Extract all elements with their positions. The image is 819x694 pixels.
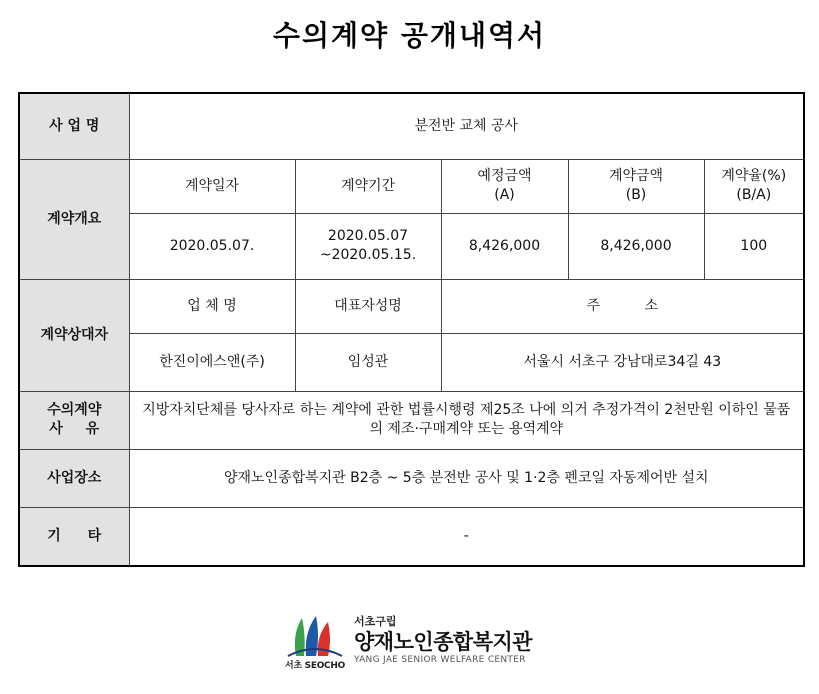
reason-row — [19, 391, 804, 449]
ceo-name-value: 임성관 — [295, 333, 441, 391]
etc-label: 기 타 — [19, 507, 129, 566]
contract-disclosure-table — [18, 92, 805, 567]
overview-label: 계약개요 — [19, 159, 129, 279]
reason-label-line1: 수의계약 — [47, 402, 102, 419]
contract-amount-header-line2: (B) — [625, 187, 647, 203]
overview-value-row — [19, 213, 804, 279]
contract-rate-header-line2: (B/A) — [736, 187, 772, 203]
project-label: 사 업 명 — [19, 93, 129, 159]
contract-rate-value: 100 — [704, 213, 804, 279]
logo-subtitle: 서초구립 — [354, 615, 397, 628]
reason-label — [19, 391, 129, 449]
counterparty-label: 계약상대자 — [19, 279, 129, 391]
reason-label-line2: 사 유 — [49, 421, 100, 437]
estimated-amount-header — [441, 159, 568, 213]
reason-value: 지방자치단체를 당사자로 하는 계약에 관한 법률시행령 제25조 나에 의거 추정가격이 2천만원 이하인 물품의 제조·구매계약 또는 용역계약 — [129, 391, 804, 449]
site-value: 양재노인종합복지관 B2층 ~ 5층 분전반 공사 및 1·2층 펜코일 자동제어반 설치 — [129, 449, 804, 507]
etc-row — [19, 507, 804, 566]
company-name-header: 업 체 명 — [129, 279, 295, 333]
contract-period-start: 2020.05.07 — [327, 228, 409, 245]
contract-period-end: ~2020.05.15. — [319, 247, 417, 263]
estimated-amount-header-line2: (A) — [494, 187, 515, 203]
project-row — [19, 93, 804, 159]
company-name-value: 한진이에스앤(주) — [129, 333, 295, 391]
contract-date-header: 계약일자 — [129, 159, 295, 213]
counterparty-header-row — [19, 279, 804, 333]
site-row — [19, 449, 804, 507]
organization-logo — [282, 612, 542, 672]
counterparty-value-row — [19, 333, 804, 391]
contract-amount-header-line1: 계약금액 — [608, 168, 664, 185]
address-header: 주 소 — [441, 279, 804, 333]
contract-amount-value: 8,426,000 — [568, 213, 704, 279]
contract-date-value: 2020.05.07. — [129, 213, 295, 279]
site-label: 사업장소 — [19, 449, 129, 507]
ceo-name-header: 대표자성명 — [295, 279, 441, 333]
contract-period-value — [295, 213, 441, 279]
logo-english-name: YANG JAE SENIOR WELFARE CENTER — [354, 655, 526, 665]
estimated-amount-value: 8,426,000 — [441, 213, 568, 279]
contract-rate-header — [704, 159, 804, 213]
estimated-amount-header-line1: 예정금액 — [477, 168, 532, 185]
contract-amount-header — [568, 159, 704, 213]
contract-rate-header-line1: 계약율(%) — [721, 168, 787, 185]
logo-organization-name: 양재노인종합복지관 — [354, 630, 533, 654]
document-title: 수의계약 공개내역서 — [272, 19, 547, 52]
emblem-text: 서초 SEOCHO — [285, 661, 345, 671]
etc-value: - — [129, 507, 804, 566]
contract-period-header: 계약기간 — [295, 159, 441, 213]
address-value: 서울시 서초구 강남대로34길 43 — [441, 333, 804, 391]
overview-header-row — [19, 159, 804, 213]
project-name-value: 분전반 교체 공사 — [129, 93, 804, 159]
